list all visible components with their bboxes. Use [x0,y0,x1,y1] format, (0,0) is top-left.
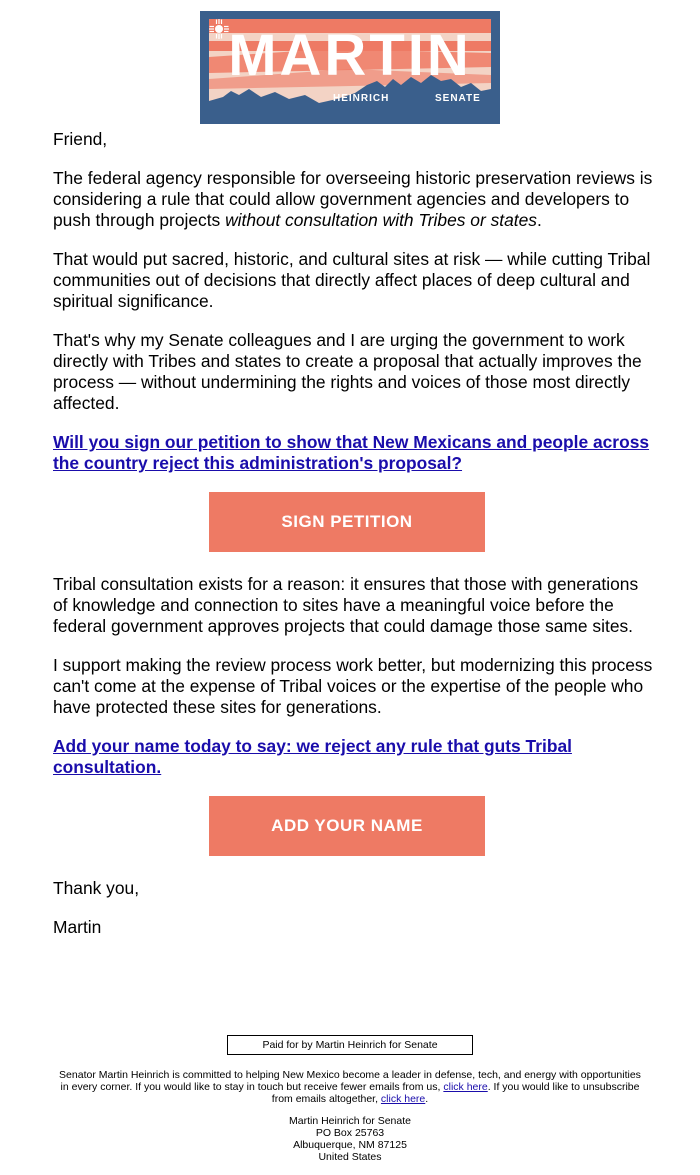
paragraph-1-emphasis: without consultation with Tribes or states [225,210,537,230]
paragraph-4: Tribal consultation exists for a reason: it ensures that those with generations of knowledge and connection to sites have a meaningful voice before the federal government approves projects that could damage those same sites. [53,574,639,636]
disclaimer-text-2: . If you would like to unsubscribe from emails altogether, [271,1081,640,1105]
add-name-wrapper [53,796,653,856]
email-body [53,129,653,956]
paragraph-1-end: . [536,210,542,230]
greeting: Friend, [53,129,108,149]
unsubscribe-disclaimer [55,1069,645,1105]
address-line: Martin Heinrich for Senate [289,1115,411,1127]
logo-office: SENATE [435,93,481,104]
mailing-address [0,1115,700,1163]
logo-artwork [209,19,491,116]
petition-link-paragraph [53,432,653,474]
paragraph-3: That's why my Senate colleagues and I are urging the government to work directly with Tribes and states to create a proposal that actually improves the process — without undermining the rights and voices of those most directly affected. [53,330,642,413]
logo-surname: HEINRICH [333,93,390,104]
paragraph-1 [53,168,653,231]
disclaimer-text-1: Senator Martin Heinrich is committed to helping New Mexico become a leader in defense, tech, and energy with opportunities in every corner. If you would like to stay in touch but receive fewer emails from us, [59,1069,641,1093]
signature: Martin [53,917,102,937]
add-name-link-paragraph [53,736,653,778]
paragraph-5: I support making the review process work better, but modernizing this process can't come at the expense of Tribal voices or the expertise of the people who have protected these sites for generations. [53,655,653,717]
address-line: Albuquerque, NM 87125 [293,1139,407,1151]
email-footer [0,1035,700,1163]
sign-petition-wrapper [53,492,653,552]
logo-name: MARTIN [228,23,472,88]
petition-link[interactable]: Will you sign our petition to show that New Mexicans and people across the country reject this administration's proposal? [53,432,650,473]
unsubscribe-link[interactable]: click here [380,1093,426,1105]
add-your-name-button[interactable]: ADD YOUR NAME [209,796,485,856]
paragraph-1-text: The federal agency responsible for overseeing historic preservation reviews is considering a rule that could allow government agencies and developers to push through projects [53,168,653,230]
add-name-link[interactable]: Add your name today to say: we reject any rule that guts Tribal consultation. [53,736,572,777]
address-line: PO Box 25763 [315,1127,385,1139]
campaign-logo[interactable] [200,11,500,124]
paid-for-disclaimer: Paid for by Martin Heinrich for Senate [227,1035,473,1055]
disclaimer-text-3: . [425,1093,429,1105]
address-line: United States [318,1151,382,1163]
paragraph-2: That would put sacred, historic, and cultural sites at risk — while cutting Tribal communities out of decisions that directly affect places of deep cultural and spiritual significance. [53,249,651,311]
fewer-emails-link[interactable]: click here [443,1081,488,1093]
zia-sun-icon [209,19,229,39]
sign-petition-button[interactable]: SIGN PETITION [209,492,485,552]
signoff: Thank you, [53,878,140,898]
